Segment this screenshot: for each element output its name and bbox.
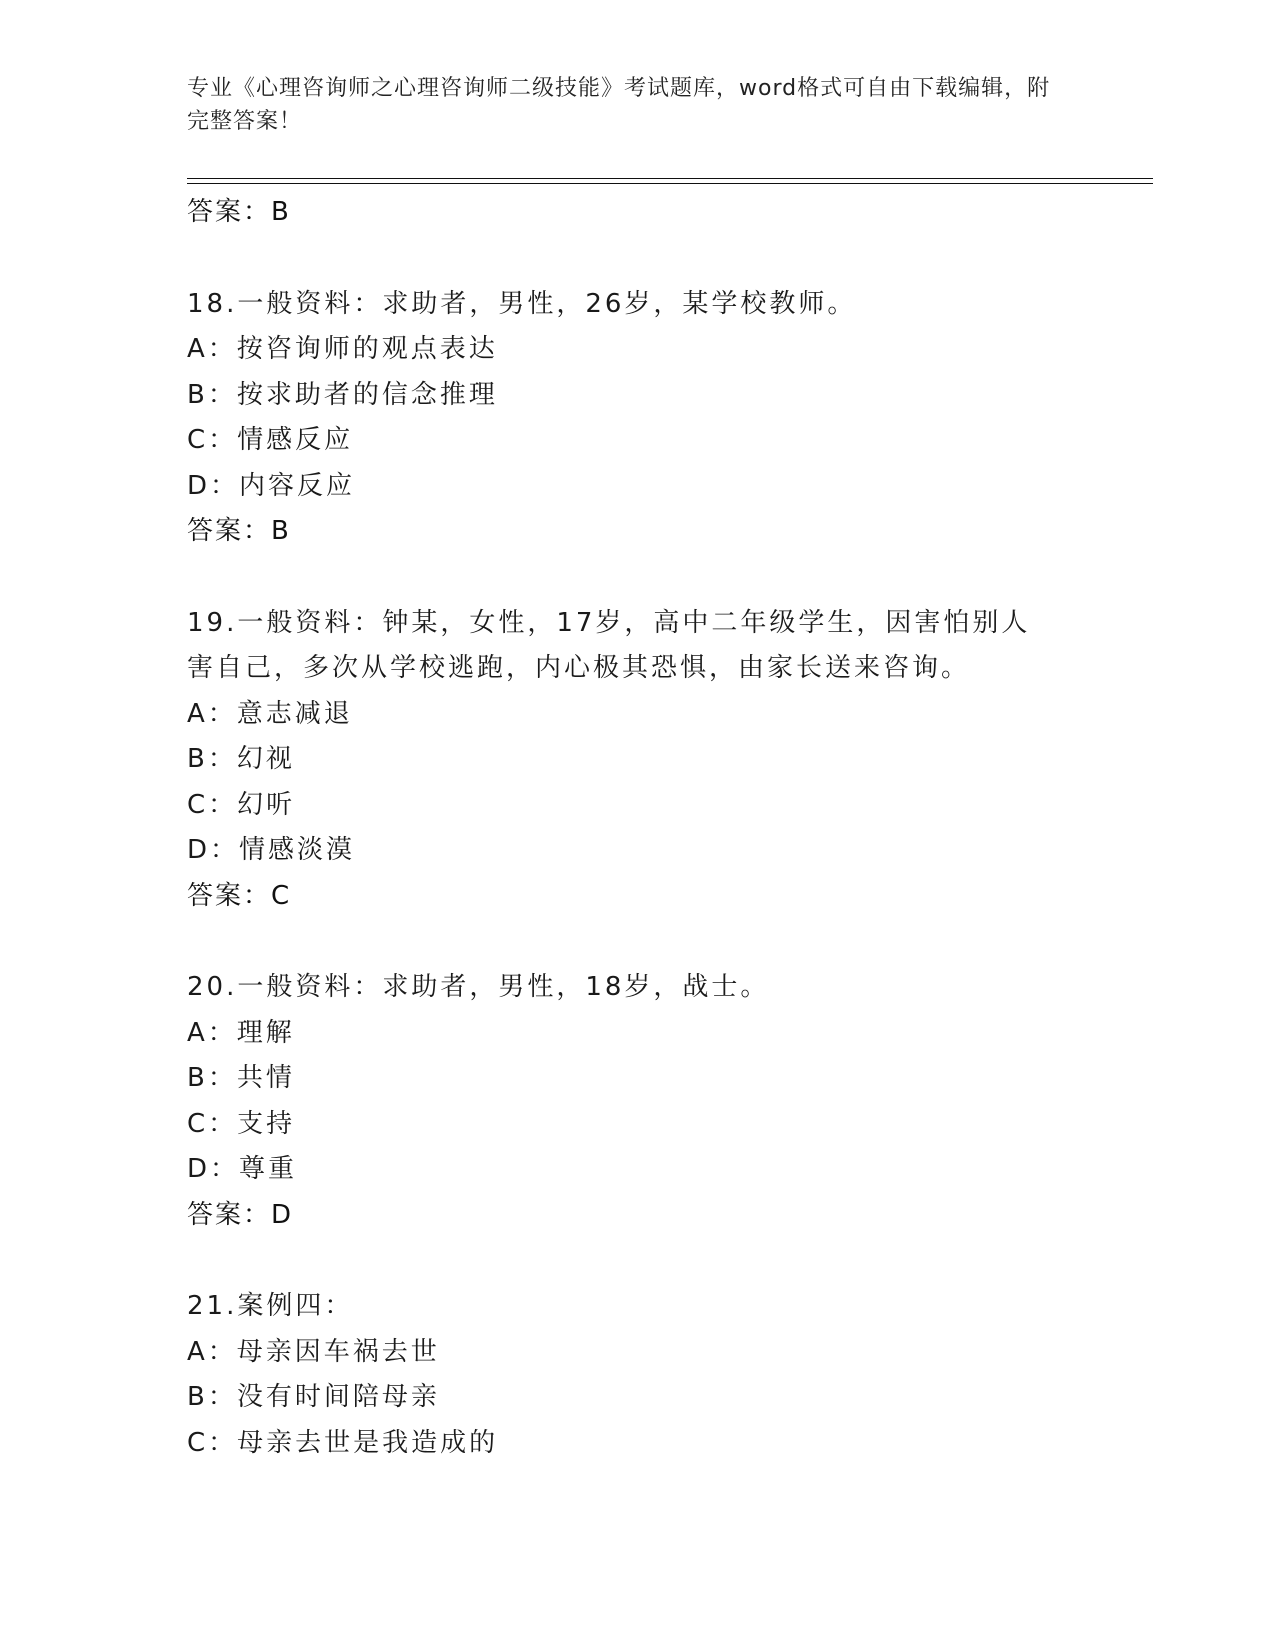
option-c: C：母亲去世是我造成的: [187, 1427, 499, 1458]
option-d: D：内容反应: [187, 470, 356, 501]
question-stem: 19.一般资料：钟某，女性，17岁，高中二年级学生，因害怕别人害自己，多次从学校逃跑，内心极其恐惧，由家长送来咨询。: [187, 607, 1031, 683]
option-c: C：支持: [187, 1108, 296, 1139]
header-rule-bottom: [187, 183, 1153, 184]
option-b: B：没有时间陪母亲: [187, 1382, 440, 1412]
question-list: [187, 190, 1087, 1466]
header-rule-top: [187, 178, 1153, 179]
option-d: D：尊重: [187, 1154, 298, 1184]
option-a: A：按咨询师的观点表达: [187, 334, 498, 364]
option-c: C：情感反应: [187, 425, 354, 455]
question-stem: 21.案例四：: [187, 1291, 354, 1321]
option-b: B：幻视: [187, 744, 295, 774]
question-stem: 20.一般资料：求助者，男性，18岁，战士。: [187, 972, 770, 1002]
question-block: [187, 282, 1087, 555]
question-answer: 答案：B: [187, 516, 291, 546]
question-block: [187, 965, 1087, 1238]
previous-answer: 答案：B: [187, 197, 291, 227]
option-c: C：幻听: [187, 789, 296, 820]
question-answer: 答案：C: [187, 880, 292, 911]
option-a: A：母亲因车祸去世: [187, 1336, 440, 1367]
question-block: [187, 601, 1087, 920]
question-answer: 答案：D: [187, 1199, 294, 1230]
option-d: D：情感淡漠: [187, 835, 356, 865]
option-a: A：意志减退: [187, 698, 353, 729]
question-block: [187, 1284, 1087, 1466]
option-a: A：理解: [187, 1017, 295, 1048]
document-header: 专业《心理咨询师之心理咨询师二级技能》考试题库，word格式可自由下载编辑，附完整答案！: [187, 76, 1051, 134]
option-b: B：按求助者的信念推理: [187, 379, 498, 410]
option-b: B：共情: [187, 1063, 295, 1093]
question-stem: 18.一般资料：求助者，男性，26岁，某学校教师。: [187, 288, 857, 319]
